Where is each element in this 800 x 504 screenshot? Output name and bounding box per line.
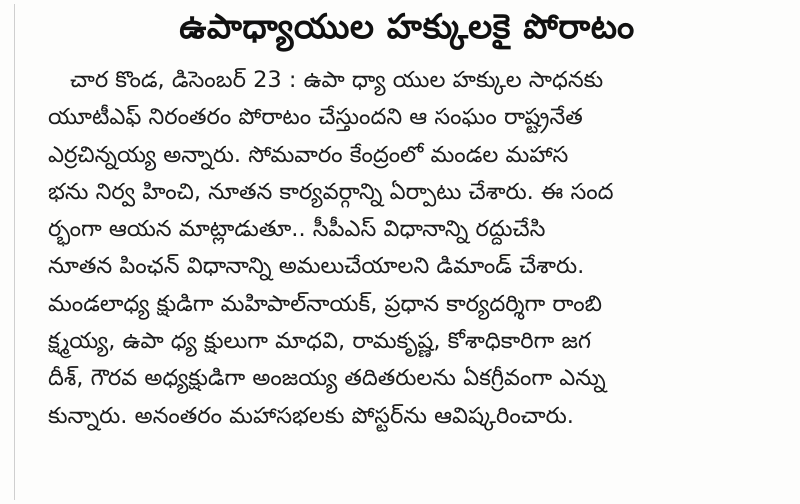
body-line: చార కొండ, డిసెంబర్ 23 : ఉపా ధ్యా యుల హక్కుల సాధనకు: [70, 67, 604, 93]
article-headline: ఉపాధ్యాయుల హక్కులకై పోరాటం: [179, 7, 635, 47]
body-line: యూటీఎఫ్ నిరంతరం పోరాటం చేస్తుందని ఆ సంఘం రాష్ట్రనేత: [48, 104, 583, 131]
body-line: కున్నారు. అనంతరం మహాసభలకు పోస్టర్‌ను ఆవిష్కరించారు.: [48, 402, 574, 429]
body-line: భను నిర్వ హించి, నూతన కార్యవర్గాన్ని ఏర్పాటు చేశారు. ఈ సంద: [48, 178, 614, 205]
body-line: ఎర్రచిన్నయ్య అన్నారు. సోమవారం కేంద్రంలో మండల మహాస: [48, 141, 569, 168]
body-line: ర్భంగా ఆయన మాట్లాడుతూ.. సీపీఎస్ విధానాన్ని రద్దుచేసి: [48, 216, 546, 243]
body-line: దీశ్, గౌరవ అధ్యక్షుడిగా అంజయ్య తదితరులను ఏకగ్రీవంగా ఎన్ను: [48, 365, 606, 392]
article-body: [48, 62, 788, 435]
body-line: క్ష్మయ్య, ఉపా ధ్య క్షులుగా మాధవి, రామకృష్ణ, కోశాధికారిగా జగ: [48, 328, 592, 355]
column-divider: [14, 4, 15, 500]
cropped-next-line: [150, 494, 730, 504]
body-line: నూతన పింఛన్ విధానాన్ని అమలుచేయాలని డిమాండ్ చేశారు.: [48, 253, 585, 280]
body-line: మండలాధ్య క్షుడిగా మహిపాల్‌నాయక్, ప్రధాన కార్యదర్శిగా రాంబి: [48, 290, 603, 317]
